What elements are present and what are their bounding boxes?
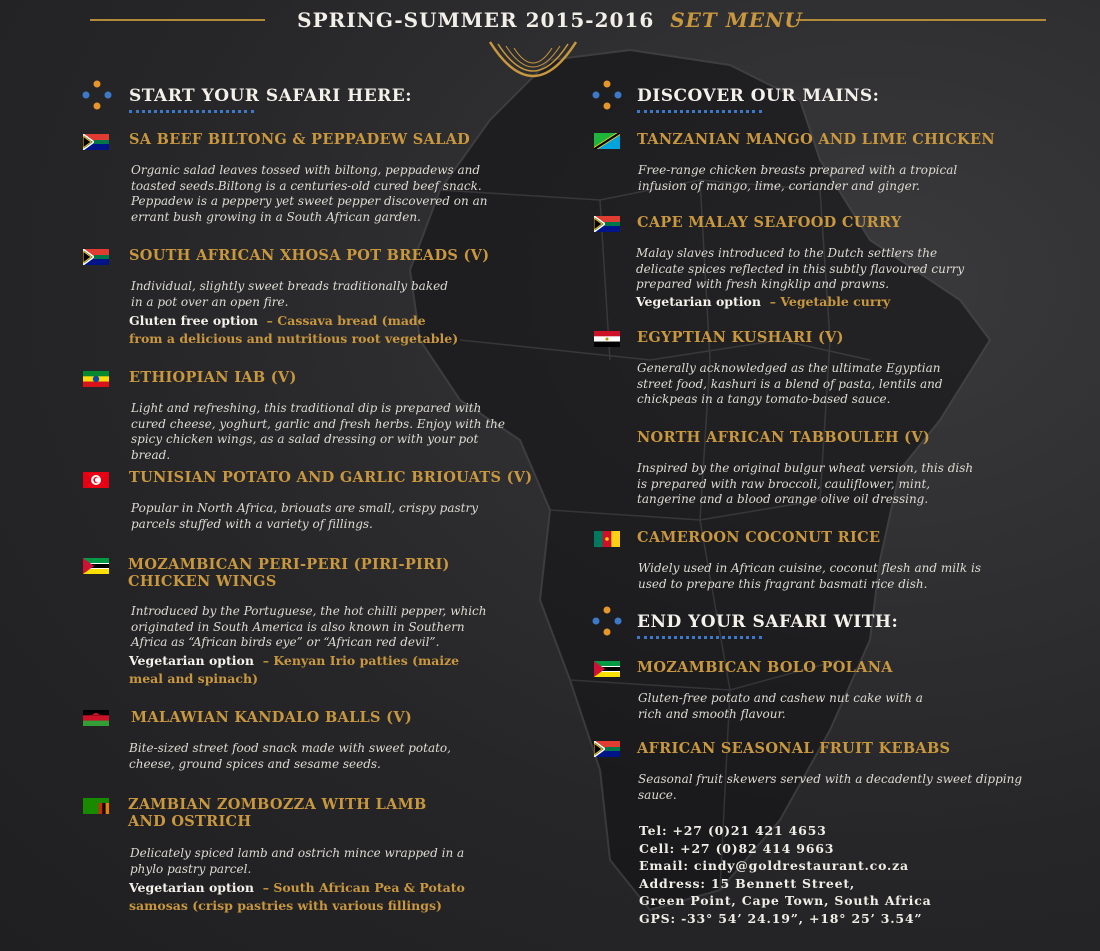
malawi-flag-icon	[83, 710, 109, 726]
contact-block	[639, 822, 932, 927]
cameroon-flag-icon	[594, 531, 620, 547]
dish-option: Vegetarian option – South African Pea & Potato samosas (crisp pastries with various fillings)	[129, 880, 465, 913]
dish-description: Generally acknowledged as the ultimate Egyptian street food, kashuri is a blend of pasta, lentils and chickpeas in a tangy tomato-based sauce.	[637, 361, 943, 406]
dish-name: CAPE MALAY SEAFOOD CURRY	[637, 214, 902, 231]
dots-diamond-icon	[592, 606, 622, 636]
zambia-flag-icon	[83, 798, 109, 814]
dish-option: Gluten free option – Cassava bread (made from a delicious and nutritious root vegetable)	[129, 313, 459, 346]
dish-name: ETHIOPIAN IAB (V)	[129, 369, 297, 386]
dish-description: Organic salad leaves tossed with biltong, peppadews and toasted seeds.Biltong is a centuries-old cured beef snack. Peppadew is a peppery yet sweet pepper discovered on an errant bush growing in a South African garden.	[131, 163, 488, 224]
dish-name: EGYPTIAN KUSHARI (V)	[637, 329, 844, 346]
dish-description: Gluten-free potato and cashew nut cake with a rich and smooth flavour.	[638, 691, 923, 721]
dish-description: Introduced by the Portuguese, the hot chilli pepper, which originated in South America is also known in Southern Africa as “African birds eye” or “African red devil”.	[131, 604, 487, 649]
option-label: Vegetarian option	[129, 880, 254, 895]
dish-name: MOZAMBICAN PERI-PERI (PIRI-PIRI) CHICKEN WINGS	[128, 556, 450, 590]
option-value: Kenyan Irio patties (maize meal and spinach)	[129, 653, 460, 686]
egypt-flag-icon	[594, 331, 620, 347]
dish-description: Malay slaves introduced to the Dutch settlers the delicate spices reflected in this subtly flavoured curry prepared with fresh kingklip and prawns.	[636, 246, 965, 291]
mains-heading-underline	[637, 110, 762, 116]
dish-description: Delicately spiced lamb and ostrich mince wrapped in a phylo pastry parcel.	[130, 846, 465, 876]
dish-description: Seasonal fruit skewers served with a decadently sweet dipping sauce.	[638, 772, 1023, 802]
dish-description: Individual, slightly sweet breads traditionally baked in a pot over an open fire.	[131, 279, 448, 309]
option-value: South African Pea & Potato samosas (crisp pastries with various fillings)	[129, 880, 465, 913]
dots-diamond-icon	[592, 80, 622, 110]
dish-description: Light and refreshing, this traditional dip is prepared with cured cheese, yoghurt, garlic and fresh herbs. Enjoy with the spicy chicken wings, as a salad dressing or with your pot bread.	[131, 401, 505, 462]
contact-address-line1: Address: 15 Bennett Street,	[639, 875, 856, 891]
starters-heading: START YOUR SAFARI HERE:	[129, 86, 413, 106]
desserts-heading: END YOUR SAFARI WITH:	[637, 612, 899, 632]
dish-name: TUNISIAN POTATO AND GARLIC BRIOUATS (V)	[129, 469, 533, 486]
dish-name: MALAWIAN KANDALO BALLS (V)	[131, 709, 413, 726]
mains-heading: DISCOVER OUR MAINS:	[637, 86, 880, 106]
menu-title	[0, 8, 1100, 32]
option-label: Vegetarian option	[129, 653, 254, 668]
title-accent: SET MENU	[670, 8, 803, 32]
gold-crest-logo	[488, 40, 578, 85]
contact-address-line2: Green Point, Cape Town, South Africa	[639, 893, 932, 908]
south-africa-flag-icon	[594, 741, 620, 757]
south-africa-flag-icon	[594, 216, 620, 232]
dish-description: Inspired by the original bulgur wheat version, this dish is prepared with raw broccoli, cauliflower, mint, tangerine and a blood orange olive oil dressing.	[637, 461, 974, 506]
dish-name: NORTH AFRICAN TABBOULEH (V)	[637, 429, 931, 446]
ethiopia-flag-icon	[83, 371, 109, 387]
tanzania-flag-icon	[594, 133, 620, 149]
dish-description: Widely used in African cuisine, coconut flesh and milk is used to prepare this fragrant basmati rice dish.	[638, 561, 981, 591]
dish-description: Free-range chicken breasts prepared with a tropical infusion of mango, lime, coriander and ginger.	[638, 163, 958, 193]
desserts-heading-underline	[637, 636, 762, 642]
option-label: Gluten free option	[129, 313, 258, 328]
dish-name: SA BEEF BILTONG & PEPPADEW SALAD	[129, 131, 471, 148]
contact-cell: Cell: +27 (0)82 414 9663	[639, 840, 835, 856]
dish-name: SOUTH AFRICAN XHOSA POT BREADS (V)	[129, 247, 490, 264]
dots-diamond-icon	[82, 80, 112, 110]
contact-gps: GPS: -33° 54’ 24.19”, +18° 25’ 3.54”	[639, 910, 923, 926]
starters-heading-underline	[129, 110, 254, 116]
option-label: Vegetarian option	[636, 294, 761, 309]
title-main: SPRING-SUMMER 2015-2016	[297, 8, 655, 32]
dish-name: AFRICAN SEASONAL FRUIT KEBABS	[637, 740, 951, 757]
dish-option: Vegetarian option – Vegetable curry	[636, 294, 891, 309]
mozambique-flag-icon	[83, 558, 109, 574]
dish-option: Vegetarian option – Kenyan Irio patties (maize meal and spinach)	[129, 653, 460, 686]
dish-name: TANZANIAN MANGO AND LIME CHICKEN	[637, 131, 995, 148]
contact-tel: Tel: +27 (0)21 421 4653	[639, 823, 827, 838]
option-value: Vegetable curry	[780, 294, 891, 309]
dish-name: ZAMBIAN ZOMBOZZA WITH LAMB AND OSTRICH	[128, 796, 427, 830]
dish-description: Bite-sized street food snack made with sweet potato, cheese, ground spices and sesame seeds.	[129, 741, 451, 771]
south-africa-flag-icon	[83, 249, 109, 265]
dish-name: CAMEROON COCONUT RICE	[637, 529, 881, 546]
contact-email: Email: cindy@goldrestaurant.co.za	[639, 858, 909, 873]
south-africa-flag-icon	[83, 134, 109, 150]
option-value: Cassava bread (made from a delicious and nutritious root vegetable)	[129, 313, 459, 346]
dish-description: Popular in North Africa, briouats are small, crispy pastry parcels stuffed with a variety of fillings.	[131, 501, 478, 531]
tunisia-flag-icon	[83, 472, 109, 488]
mozambique-flag-icon	[594, 661, 620, 677]
dish-name: MOZAMBICAN BOLO POLANA	[637, 659, 893, 676]
header	[0, 8, 1100, 38]
